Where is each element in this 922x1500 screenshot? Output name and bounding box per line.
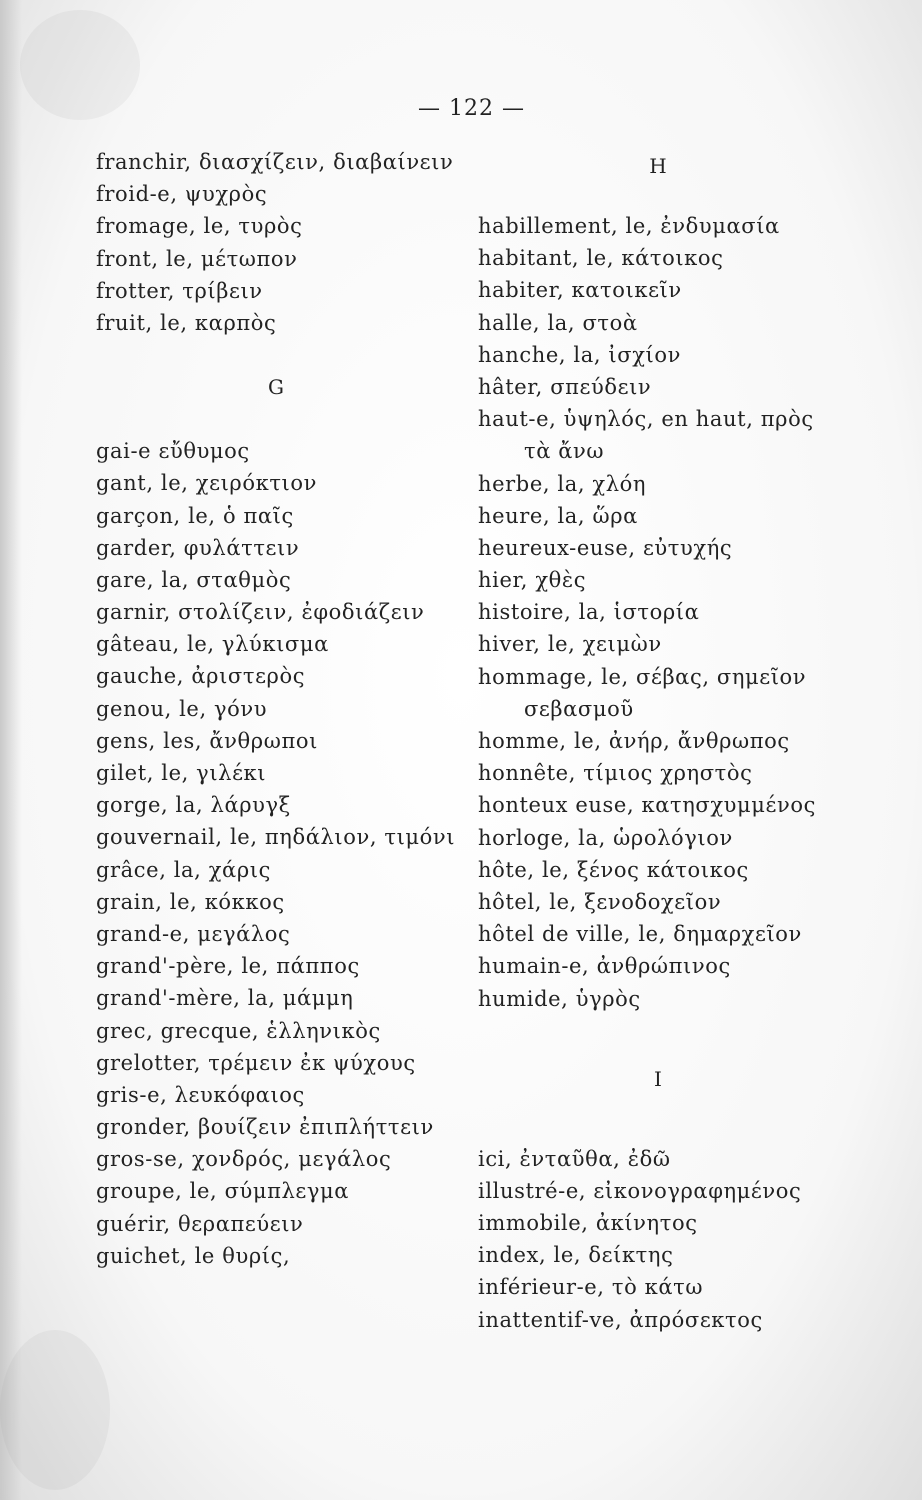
section-letter-g: G — [268, 375, 284, 400]
dictionary-page: — 122 — franchir, διασχίζειν, διαβαίνειν froid-e, ψυχρὸς fromage, le, τυρὸς front, le, μέτωπον frotter, τρίβειν fruit, le, καρπὸς G gai-e εὔθυμος gant, le, χειρόκτιον garçon, le, ὁ παῖς garder, φυλάττειν gare, la, σταθμὸς garnir, στολίζειν, ἐφοδιάζειν gâteau, le, γλύκισμα gauche, ἀριστερὸς genou, le, γόνυ gens, les, ἄνθρωποι gilet, le, γιλέκι gorge, la, λάρυγξ gouvernail, le, πηδάλιον, τιμόνι grâce, la, χάρις grain, le, κόκκος grand-e, μεγάλος grand'-père, le, πάππος grand'-mère, la, μάμμη grec, grecque, ἑλληνικὸς grelotter, τρέμειν ἐκ ψύχους gris-e, λευκόφαιος gronder, βουίζειν ἐπιπλήττειν gros-se, χονδρός, μεγάλος groupe, le, σύμπλεγμα guérir, θεραπεύειν guichet, le θυρίς, H habillement, le, ἐνδυμασία habitant, le, κάτοικος habiter, κατοικεῖν halle, la, στοὰ hanche, la, ἰσχίον hâter, σπεύδειν haut-e, ὑψηλός, en haut, πρὸς τὰ ἄνω herbe, la, χλόη heure, la, ὥρα heureux-euse, εὐτυχής hier, χθὲς histoire, la, ἱστορία hiver, le, χειμὼν hommage, le, σέβας, σημεῖον σεβασμοῦ homme, le, ἀνήρ, ἄνθρωπος honnête, τίμιος χρηστὸς honteux euse, κατησχυμμένος horloge, la, ὡρολόγιον hôte, le, ξένος κάτοικος hôtel, le, ξενοδοχεῖον hôtel de ville, le, δημαρχεῖον humain-e, ἀνθρώπινος humide, ὑγρὸς I ici, ἐνταῦθα, ἐδῶ illustré-e, εἰκονογραφημένος immobile, ἀκίνητος index, le, δείκτης inférieur-e, τὸ κάτω inattentif-ve, ἀπρόσεκτος — [0, 0, 922, 1500]
entry: habillement, le, ἐνδυμασία — [478, 214, 780, 238]
entry: garder, φυλάττειν — [96, 535, 300, 560]
entry: hôtel de ville, le, δημαρχεῖον — [478, 922, 802, 947]
entry: humain-e, ἀνθρώπινος — [478, 954, 731, 979]
entry: guérir, θεραπεύειν — [96, 1211, 304, 1236]
entry: humide, ὑγρὸς — [478, 986, 641, 1011]
entry: heure, la, ὥρα — [478, 503, 638, 528]
entry: homme, le, ἀνήρ, ἄνθρωπος — [478, 729, 790, 753]
entry: horloge, la, ὡρολόγιον — [478, 825, 733, 850]
entry: habiter, κατοικεῖν — [478, 278, 682, 303]
entry: habitant, le, κάτοικος — [478, 246, 724, 271]
entry: haut-e, ὑψηλός, en haut, πρὸς — [478, 407, 814, 432]
entry: gâteau, le, γλύκισμα — [96, 632, 329, 657]
entry: index, le, δείκτης — [478, 1243, 674, 1268]
entry: gorge, la, λάρυγξ — [96, 793, 291, 818]
entry: ici, ἐνταῦθα, ἐδῶ — [478, 1146, 671, 1171]
entry: herbe, la, χλόη — [478, 471, 647, 496]
entry: hôte, le, ξένος κάτοικος — [478, 857, 749, 882]
page-edge-shadow — [0, 0, 22, 1500]
entry: honteux euse, κατησχυμμένος — [478, 793, 816, 818]
paper-stain — [20, 10, 140, 120]
entry: inattentif-ve, ἀπρόσεκτος — [478, 1307, 763, 1332]
entry: guichet, le θυρίς, — [96, 1243, 291, 1268]
section-letter-i: I — [654, 1066, 662, 1091]
entry: front, le, μέτωπον — [96, 246, 298, 271]
entry: garçon, le, ὁ παῖς — [96, 503, 294, 528]
entry: gens, les, ἄνθρωποι — [96, 728, 318, 753]
entry: gilet, le, γιλέκι — [96, 761, 267, 785]
entry: heureux-euse, εὐτυχής — [478, 535, 733, 560]
entry: illustré-e, εἰκονογραφημένος — [478, 1178, 802, 1203]
left-column — [96, 146, 476, 1272]
entry: hanche, la, ἰσχίον — [478, 342, 681, 367]
entry: grelotter, τρέμειν ἐκ ψύχους — [96, 1050, 416, 1075]
entry: froid-e, ψυχρὸς — [96, 182, 268, 207]
entry: grand-e, μεγάλος — [96, 921, 291, 946]
entry: gris-e, λευκόφαιος — [96, 1082, 305, 1107]
entry: gronder, βουίζειν ἐπιπλήττειν — [96, 1115, 434, 1140]
entry-continuation: τὰ ἄνω — [524, 439, 605, 464]
entry: grand'-père, le, πάππος — [96, 954, 360, 979]
entry-continuation: σεβασμοῦ — [524, 696, 634, 721]
right-column — [478, 146, 838, 1336]
paper-stain — [0, 1330, 110, 1490]
entry: histoire, la, ἱστορία — [478, 600, 700, 625]
entry: gauche, ἀριστερὸς — [96, 664, 306, 689]
entry: gai-e εὔθυμος — [96, 439, 250, 464]
entry: hôtel, le, ξενοδοχεῖον — [478, 889, 722, 914]
entry: gros-se, χονδρός, μεγάλος — [96, 1147, 392, 1172]
entry: fruit, le, καρπὸς — [96, 310, 277, 335]
entry: groupe, le, σύμπλεγμα — [96, 1179, 350, 1204]
entry: gare, la, σταθμὸς — [96, 567, 292, 592]
entry: gouvernail, le, πηδάλιον, τιμόνι — [96, 825, 456, 850]
entry: hier, χθὲς — [478, 568, 587, 593]
entry: halle, la, στοὰ — [478, 310, 638, 335]
entry: franchir, διασχίζειν, διαβαίνειν — [96, 150, 454, 174]
entry: fromage, le, τυρὸς — [96, 214, 303, 239]
section-letter-h: H — [649, 154, 667, 178]
entry: genou, le, γόνυ — [96, 696, 268, 721]
entry: gant, le, χειρόκτιον — [96, 471, 317, 496]
entry: hâter, σπεύδειν — [478, 374, 652, 399]
entry: immobile, ἀκίνητος — [478, 1211, 698, 1236]
entry: grâce, la, χάρις — [96, 857, 271, 882]
entry: honnête, τίμιος χρηστὸς — [478, 761, 753, 786]
entry: inférieur-e, τὸ κάτω — [478, 1275, 704, 1300]
entry: grec, grecque, ἑλληνικὸς — [96, 1018, 381, 1043]
entry: garnir, στολίζειν, ἐφοδιάζειν — [96, 600, 425, 625]
entry: hiver, le, χειμὼν — [478, 632, 662, 657]
entry: hommage, le, σέβας, σημεῖον — [478, 664, 807, 689]
entry: grand'-mère, la, μάμμη — [96, 986, 354, 1011]
entry: grain, le, κόκκος — [96, 889, 285, 914]
entry: frotter, τρίβειν — [96, 278, 263, 303]
